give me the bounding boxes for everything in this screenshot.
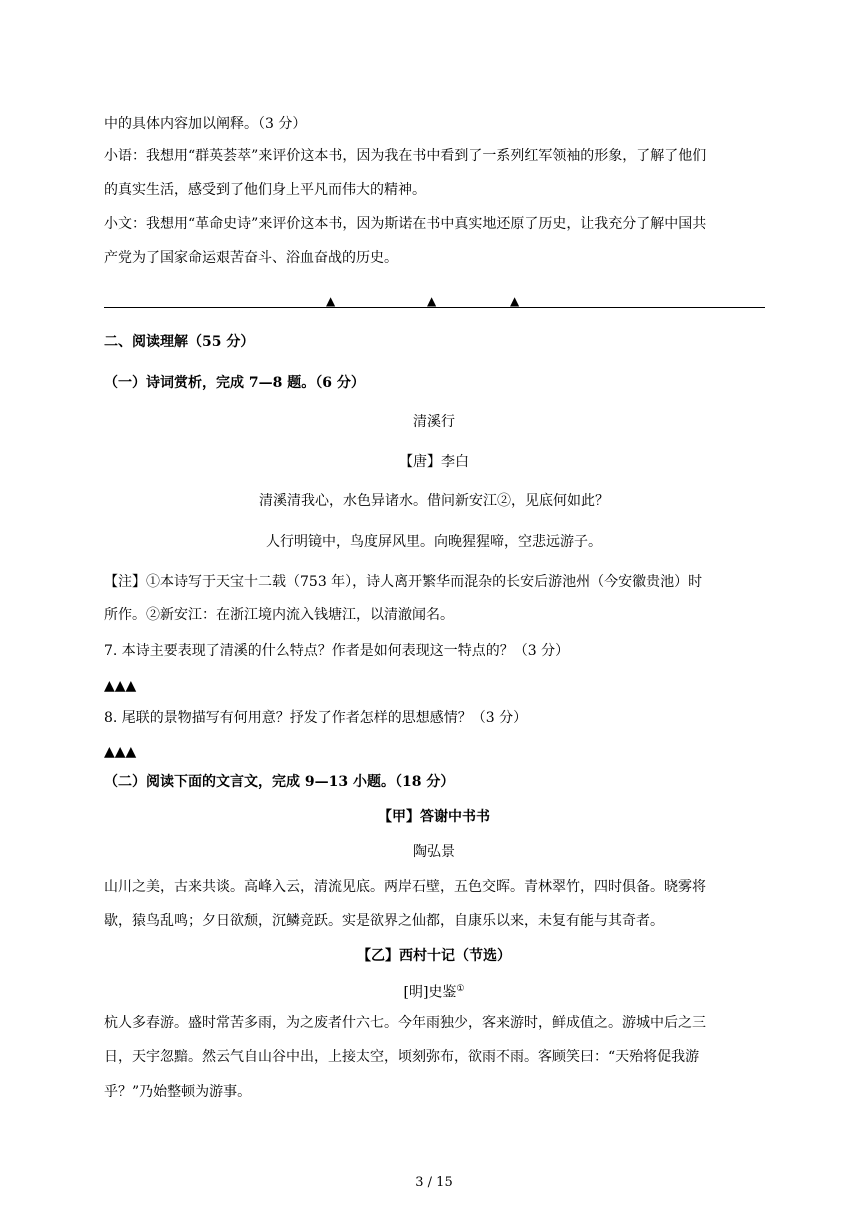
poem-author: 【唐】李白 (399, 454, 469, 470)
jia-text-line-2: 歇，猿鸟乱鸣；夕日欲颓，沉鳞竞跃。实是欲界之仙都，自康乐以来，未复有能与其奇者。 (104, 913, 664, 929)
jia-title: 【甲】答谢中书书 (378, 809, 490, 825)
page-number: 3 / 15 (415, 1175, 453, 1190)
poem-title: 清溪行 (413, 414, 455, 430)
divider-mark-1: ▲ (326, 294, 336, 308)
divider-mark-3: ▲ (510, 294, 520, 308)
jia-author: 陶弘景 (413, 844, 455, 860)
yi-author-name: [明]史鉴 (403, 984, 457, 1001)
yi-author-note: ① (456, 984, 465, 994)
question-7: 7. 本诗主要表现了清溪的什么特点？作者是如何表现这一特点的？（3 分） (104, 643, 570, 659)
question-8-answer-marks: ▲▲▲ (104, 744, 137, 760)
jia-text-line-1: 山川之美，古来共谈。高峰入云，清流见底。两岸石壁，五色交晖。青林翠竹，四时俱备。晓雾将 (104, 879, 706, 895)
yi-title: 【乙】西村十记（节选） (357, 948, 511, 964)
xiaoyu-line-1: 小语：我想用“群英荟萃”来评价这本书，因为我在书中看到了一系列红军领袖的形象，了解了他们 (104, 148, 707, 164)
poem-note-line-1: 【注】①本诗写于天宝十二载（753 年），诗人离开繁华而混杂的长安后游池州（今安徽贵池）时 (104, 574, 703, 590)
question-8: 8. 尾联的景物描写有何用意？抒发了作者怎样的思想感情？（3 分） (104, 710, 528, 726)
poem-note-line-2: 所作。②新安江：在浙江境内流入钱塘江，以清澈闻名。 (104, 607, 454, 623)
yi-author (0, 980, 868, 1002)
xiaoyu-line-2: 的真实生活，感受到了他们身上平凡而伟大的精神。 (104, 182, 426, 198)
yi-text-line-3: 乎？”乃始整顿为游事。 (104, 1084, 252, 1100)
poem-line-1: 清溪清我心，水色异诸水。借问新安江②，见底何如此？ (259, 493, 609, 509)
section-divider (104, 307, 765, 308)
answer-line-1: 中的具体内容加以阐释。（3 分） (104, 116, 307, 132)
part2-heading: （二）阅读下面的文言文，完成 9—13 小题。（18 分） (104, 774, 455, 790)
part1-heading: （一）诗词赏析，完成 7—8 题。（6 分） (104, 375, 365, 391)
divider-mark-2: ▲ (427, 294, 437, 308)
poem-line-2: 人行明镜中，鸟度屏风里。向晚猩猩啼，空悲远游子。 (266, 534, 602, 550)
xiaowen-line-2: 产党为了国家命运艰苦奋斗、浴血奋战的历史。 (104, 250, 398, 266)
section-heading: 二、阅读理解（55 分） (104, 334, 255, 350)
yi-text-line-1: 杭人多春游。盛时常苦多雨，为之废者什六七。今年雨独少，客来游时，鲜成值之。游城中后之三 (104, 1015, 706, 1031)
question-7-answer-marks: ▲▲▲ (104, 678, 137, 694)
yi-text-line-2: 日，天宇忽黯。然云气自山谷中出，上接太空，顷刻弥布，欲雨不雨。客顾笑曰：“天殆将促我游 (104, 1049, 700, 1065)
xiaowen-line-1: 小文：我想用“革命史诗”来评价这本书，因为斯诺在书中真实地还原了历史，让我充分了解中国共 (104, 216, 707, 232)
